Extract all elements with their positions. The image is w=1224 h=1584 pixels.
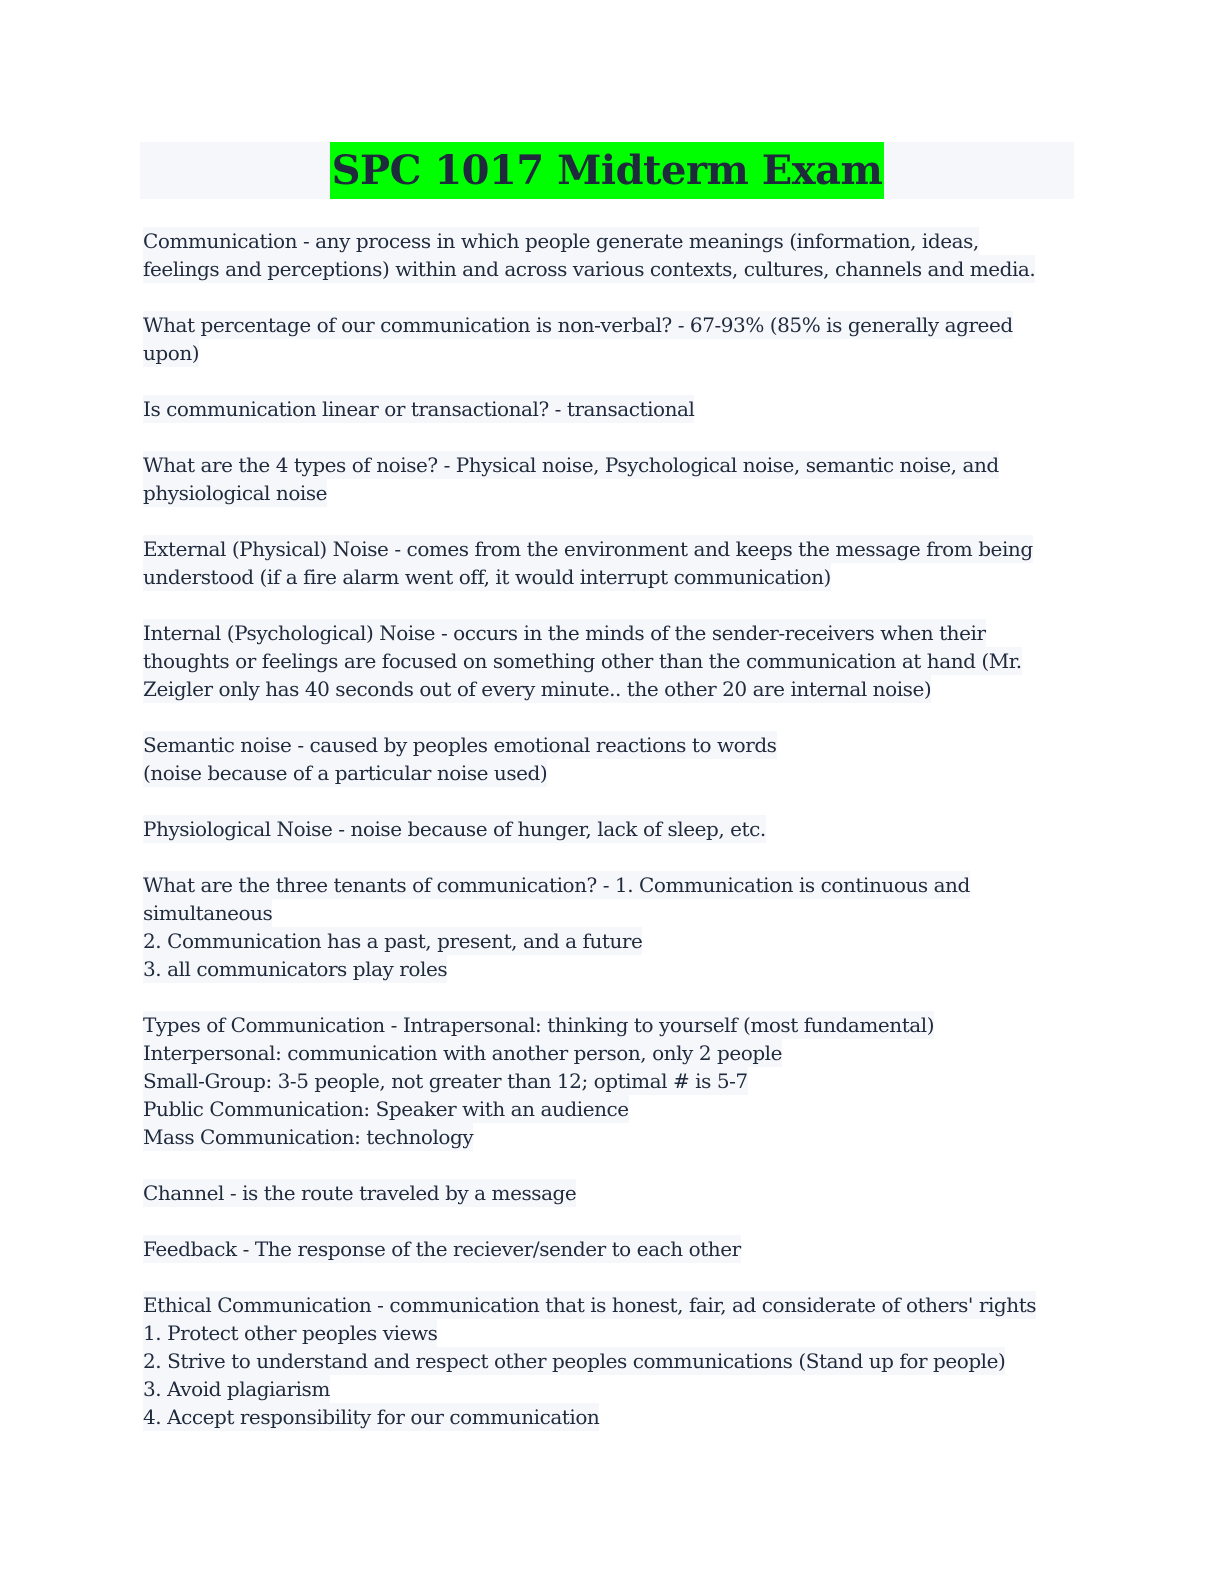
text-line: physiological noise <box>143 481 328 505</box>
text-line: simultaneous <box>143 901 273 925</box>
text-line: (noise because of a particular noise used) <box>143 761 548 785</box>
text-line: What are the 4 types of noise? - Physical noise, Psychological noise, semantic noise, and <box>143 453 999 477</box>
text-line: Communication - any process in which people generate meanings (information, ideas, <box>143 229 979 253</box>
text-line: 4. Accept responsibility for our communication <box>143 1405 600 1429</box>
text-line: Mass Communication: technology <box>143 1125 474 1149</box>
paragraph-linear-transactional <box>143 395 1078 423</box>
text-line: 1. Protect other peoples views <box>143 1321 438 1345</box>
text-line: Physiological Noise - noise because of hunger, lack of sleep, etc. <box>143 817 766 841</box>
text-line: Types of Communication - Intrapersonal: thinking to yourself (most fundamental) <box>143 1013 935 1037</box>
text-line: External (Physical) Noise - comes from the environment and keeps the message from being <box>143 537 1033 561</box>
text-line: 2. Strive to understand and respect other peoples communications (Stand up for people) <box>143 1349 1006 1373</box>
paragraph-physiological-noise <box>143 815 1078 843</box>
page-title: SPC 1017 Midterm Exam <box>330 142 885 199</box>
paragraph-semantic-noise <box>143 731 1078 787</box>
text-line: 2. Communication has a past, present, and a future <box>143 929 643 953</box>
text-line: feelings and perceptions) within and across various contexts, cultures, channels and media. <box>143 257 1036 281</box>
text-line: thoughts or feelings are focused on something other than the communication at hand (Mr. <box>143 649 1022 673</box>
paragraph-internal-noise <box>143 619 1078 703</box>
text-line: Ethical Communication - communication that is honest, fair, ad considerate of others' rights <box>143 1293 1037 1317</box>
paragraph-three-tenants <box>143 871 1078 983</box>
text-line: Semantic noise - caused by peoples emotional reactions to words <box>143 733 777 757</box>
text-line: Interpersonal: communication with another person, only 2 people <box>143 1041 783 1065</box>
text-line: Public Communication: Speaker with an audience <box>143 1097 629 1121</box>
text-line: What percentage of our communication is non-verbal? - 67-93% (85% is generally agreed <box>143 313 1013 337</box>
paragraph-external-noise <box>143 535 1078 591</box>
paragraph-types-of-noise <box>143 451 1078 507</box>
text-line: Internal (Psychological) Noise - occurs in the minds of the sender-receivers when their <box>143 621 986 645</box>
text-line: 3. all communicators play roles <box>143 957 448 981</box>
text-line: Small-Group: 3-5 people, not greater than 12; optimal # is 5-7 <box>143 1069 748 1093</box>
paragraph-channel <box>143 1179 1078 1207</box>
text-line: understood (if a fire alarm went off, it would interrupt communication) <box>143 565 831 589</box>
text-line: 3. Avoid plagiarism <box>143 1377 330 1401</box>
paragraph-types-of-communication <box>143 1011 1078 1151</box>
text-line: What are the three tenants of communication? - 1. Communication is continuous and <box>143 873 970 897</box>
paragraph-communication-definition <box>143 227 1078 283</box>
title-band <box>140 142 1074 199</box>
text-line: Is communication linear or transactional? - transactional <box>143 397 695 421</box>
text-line: Zeigler only has 40 seconds out of every minute.. the other 20 are internal noise) <box>143 677 932 701</box>
paragraph-feedback <box>143 1235 1078 1263</box>
text-line: Feedback - The response of the reciever/sender to each other <box>143 1237 741 1261</box>
paragraph-ethical-communication <box>143 1291 1078 1431</box>
paragraph-nonverbal-percentage <box>143 311 1078 367</box>
text-line: Channel - is the route traveled by a message <box>143 1181 577 1205</box>
document-body <box>143 227 1078 1459</box>
text-line: upon) <box>143 341 200 365</box>
